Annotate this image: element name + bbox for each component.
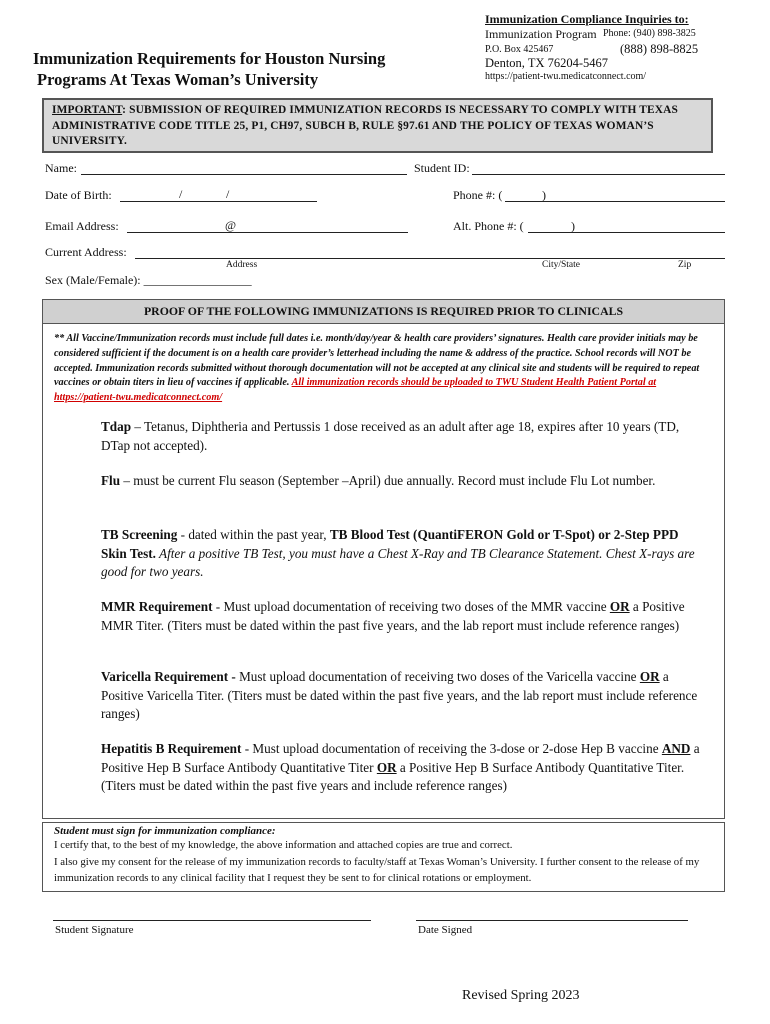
dob-field[interactable] — [120, 201, 317, 202]
page-title-line2: Programs At Texas Woman’s University — [37, 70, 319, 89]
varicella-or: OR — [639, 669, 660, 684]
tb-text: - dated within the past year, — [177, 527, 330, 542]
contact-url[interactable]: https://patient-twu.medicatconnect.com/ — [485, 71, 647, 82]
phone-field[interactable] — [505, 201, 725, 202]
name-field[interactable] — [81, 174, 407, 175]
records-note — [54, 332, 714, 406]
consent-heading: Student must sign for immunization compliance: — [54, 825, 276, 837]
student-signature-field[interactable] — [53, 920, 371, 921]
flu-text: – must be current Flu season (September –April) due annually. Record must include Flu Lot number. — [120, 473, 656, 488]
flu-title: Flu — [101, 473, 121, 488]
hepb-requirement — [101, 740, 706, 796]
contact-toll-free-phone: (888) 898-8825 — [620, 42, 699, 56]
tdap-text: – Tetanus, Diphtheria and Pertussis 1 dose received as an adult after age 18, expires after 10 years (TD, DTap not accepted). — [101, 419, 680, 453]
flu-requirement — [101, 472, 706, 491]
contact-phone: Phone: (940) 898-3825 — [603, 28, 696, 39]
varicella-requirement — [101, 668, 706, 724]
important-label: IMPORTANT — [52, 104, 123, 116]
consent-release: I also give my consent for the release of my immunization records to faculty/staff at Texas Woman’s University. I further consent to the release of my immunization records to any clinical facility that I request they be sent to for clinical rotations or employment. — [54, 856, 700, 884]
dob-slash-1: / — [179, 187, 183, 201]
hepb-text-3: a Positive Hep B Surface Antibody Quantitative Titer. (Titers must be dated within the past five years and include reference ranges) — [101, 759, 685, 793]
proof-heading: PROOF OF THE FOLLOWING IMMUNIZATIONS IS REQUIRED PRIOR TO CLINICALS — [42, 299, 725, 324]
mmr-or: OR — [609, 599, 630, 614]
contact-city: Denton, TX 76204-5467 — [485, 56, 609, 70]
alt-phone-field[interactable] — [528, 232, 725, 233]
date-signed-label: Date Signed — [418, 924, 473, 936]
email-at: @ — [225, 218, 237, 232]
mmr-requirement — [101, 598, 706, 635]
important-notice — [42, 98, 713, 153]
sex-field[interactable]: __________________ — [143, 273, 252, 287]
address-sublabel: Address — [226, 260, 258, 270]
email-field[interactable] — [127, 232, 408, 233]
alt-phone-label: Alt. Phone #: ( — [453, 219, 524, 233]
tb-requirement — [101, 526, 706, 582]
phone-paren: ) — [542, 188, 546, 202]
student-id-label: Student ID: — [414, 161, 470, 175]
hepb-text-1: - Must upload documentation of receiving the 3-dose or 2-dose Hep B vaccine — [241, 741, 662, 756]
hepb-and: AND — [661, 741, 691, 756]
tdap-requirement — [101, 418, 706, 455]
page-title — [33, 48, 453, 90]
sex-label — [45, 273, 252, 288]
dob-slash-2: / — [226, 187, 230, 201]
mmr-text-2: a Positive MMR Titer. (Titers must be dated within the past five years, and the lab report must include reference ranges) — [101, 599, 685, 633]
revision-note: Revised Spring 2023 — [462, 988, 580, 1003]
page-title-line1: Immunization Requirements for Houston Nursing — [33, 49, 386, 68]
hepb-text-2: a Positive Hep B Surface Antibody Quantitative Titer — [101, 741, 700, 775]
email-label: Email Address: — [45, 219, 119, 233]
contact-title: Immunization Compliance Inquiries to: — [485, 12, 689, 26]
hepb-title: Hepatitis B Requirement — [101, 741, 242, 756]
varicella-text-1: Must upload documentation of receiving two doses of the Varicella vaccine — [235, 669, 640, 684]
student-signature-label: Student Signature — [55, 924, 134, 936]
contact-program: Immunization Program — [485, 27, 597, 41]
address-field[interactable] — [135, 258, 725, 259]
student-id-field[interactable] — [472, 174, 725, 175]
hepb-or: OR — [376, 759, 397, 775]
tdap-title: Tdap — [101, 419, 132, 434]
mmr-text-1: - Must upload documentation of receiving two doses of the MMR vaccine — [212, 599, 610, 614]
tb-test-types: TB Blood Test (QuantiFERON Gold or T-Spot) or 2-Step PPD Skin Test. — [101, 527, 679, 561]
varicella-title: Varicella Requirement - — [101, 669, 236, 684]
tb-title: TB Screening — [101, 527, 178, 542]
alt-phone-paren: ) — [571, 219, 575, 233]
consent-certify: I certify that, to the best of my knowledge, the above information and attached copies are true and correct. — [54, 839, 513, 851]
records-note-text: ** All Vaccine/Immunization records must include full dates i.e. month/day/year & health care providers’ signatures. Health care provider initials may be considered sufficient if the document is on a health care provider’s letterhead including the name & address of the practice. School records will NOT be accepted. Immunization records submitted without thorough documentation will not be accepted at any clinical site and students will be required to repeat vaccines or obtain titers in lieu of vaccines if applicable. — [54, 333, 700, 389]
zip-sublabel: Zip — [678, 260, 692, 270]
tb-xray-note: After a positive TB Test, you must have a Chest X-Ray and TB Clearance Statement. Chest X-rays are good for two years. — [101, 545, 695, 579]
sex-label-text: Sex (Male/Female): — [45, 273, 141, 287]
name-label: Name: — [45, 161, 77, 175]
city-state-sublabel: City/State — [542, 260, 580, 270]
dob-label: Date of Birth: — [45, 188, 112, 202]
varicella-text-2: a Positive Varicella Titer. (Titers must be dated within the past five years, and the lab report must include reference ranges) — [101, 669, 698, 721]
phone-label: Phone #: ( — [453, 188, 503, 202]
contact-po-box: P.O. Box 425467 — [485, 44, 554, 55]
address-label: Current Address: — [45, 245, 127, 259]
date-signed-field[interactable] — [416, 920, 688, 921]
portal-upload-link[interactable]: All immunization records should be uploaded to TWU Student Health Patient Portal at https://patient-twu.medicatconnect.com/ — [54, 377, 657, 404]
mmr-title: MMR Requirement — [101, 599, 213, 614]
important-text: : SUBMISSION OF REQUIRED IMMUNIZATION RECORDS IS NECESSARY TO COMPLY WITH TEXAS ADMINISTRATIVE CODE TITLE 25, P1, CH97, SUBCH B, RULE §97.61 AND THE POLICY OF TEXAS WOMAN’S UNIVERSITY. — [52, 104, 679, 147]
